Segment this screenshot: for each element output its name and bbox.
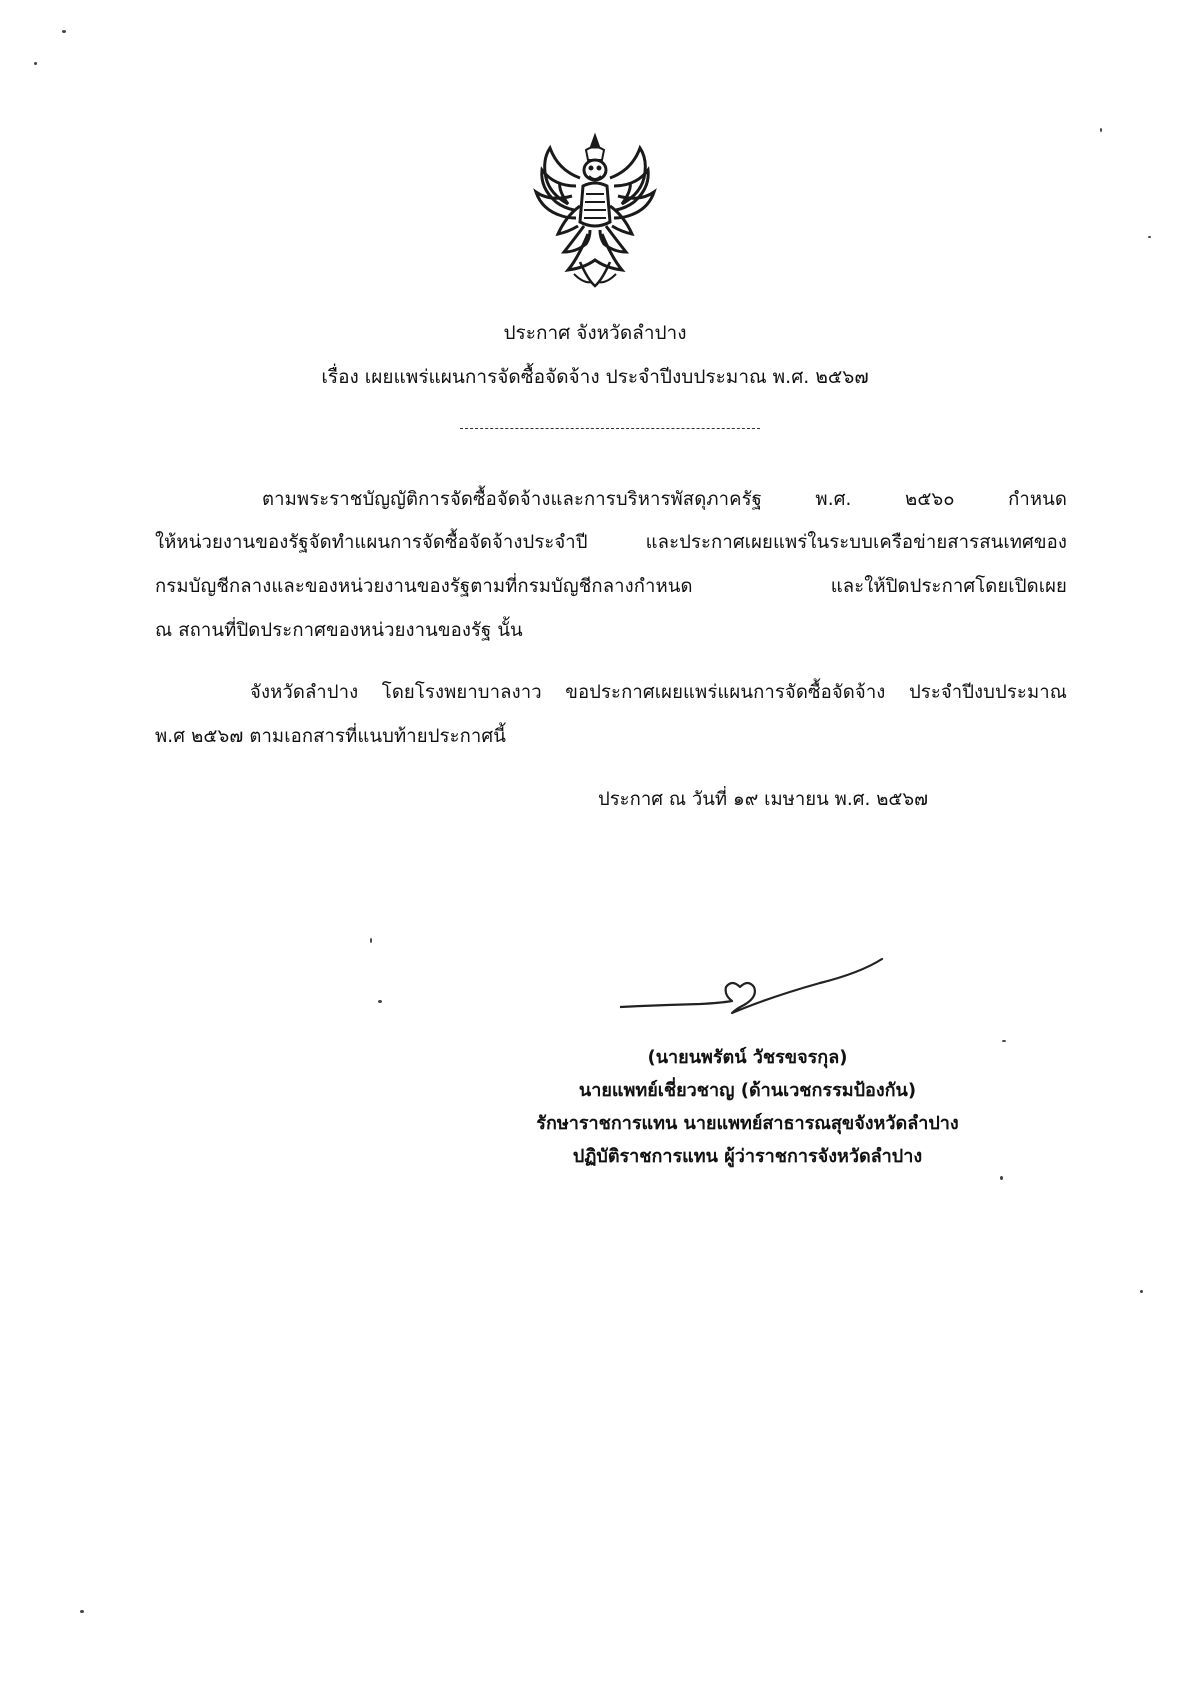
scan-speck (1002, 1040, 1006, 1042)
scan-speck (62, 30, 66, 33)
announcement-title: ประกาศ จังหวัดลำปาง (503, 322, 687, 344)
signatory-position-2: รักษาราชการแทน นายแพทย์สาธารณสุขจังหวัดลำปาง (536, 1113, 959, 1134)
scan-speck (1100, 128, 1102, 132)
scan-speck (1000, 1176, 1003, 1180)
paragraph-2-line-2: พ.ศ ๒๕๖๗ ตามเอกสารที่แนบท้ายประกาศนี้ (155, 726, 507, 747)
paragraph-1-line-4: ณ สถานที่ปิดประกาศของหน่วยงานของรัฐ นั้น (155, 620, 523, 641)
paragraph-1-line-2: ให้หน่วยงานของรัฐจัดทำแผนการจัดซื้อจัดจ้างประจำปี และประกาศเผยแพร่ในระบบเครือข่ายสารสนเทศของ (155, 532, 1067, 553)
scan-speck (80, 1610, 84, 1613)
handwritten-signature-icon (620, 955, 890, 1025)
scan-speck (34, 62, 37, 65)
signatory-position-3: ปฏิบัติราชการแทน ผู้ว่าราชการจังหวัดลำปาง (572, 1146, 923, 1167)
signatory-name: (นายนพรัตน์ วัชรขจรกุล) (647, 1047, 848, 1068)
scan-speck (378, 1000, 382, 1003)
scan-speck (370, 938, 372, 943)
paragraph-1-line-1: ตามพระราชบัญญัติการจัดซื้อจัดจ้างและการบริหารพัสดุภาครัฐ พ.ศ. ๒๕๖๐ กำหนด (262, 489, 1067, 510)
paragraph-1-line-3: กรมบัญชีกลางและของหน่วยงานของรัฐตามที่กรมบัญชีกลางกำหนด และให้ปิดประกาศโดยเปิดเผย (155, 576, 1067, 597)
announcement-date: ประกาศ ณ วันที่ ๑๙ เมษายน พ.ศ. ๒๕๖๗ (598, 789, 929, 810)
title-separator (460, 428, 760, 429)
announcement-subject: เรื่อง เผยแพร่แผนการจัดซื้อจัดจ้าง ประจำปีงบประมาณ พ.ศ. ๒๕๖๗ (321, 366, 869, 388)
thai-garuda-emblem-icon (528, 130, 663, 290)
paragraph-2-line-1: จังหวัดลำปาง โดยโรงพยาบาลงาว ขอประกาศเผยแพร่แผนการจัดซื้อจัดจ้าง ประจำปีงบประมาณ (250, 682, 1067, 703)
scan-speck (1140, 1290, 1143, 1293)
signatory-position-1: นายแพทย์เชี่ยวชาญ (ด้านเวชกรรมป้องกัน) (578, 1080, 917, 1101)
scan-speck (1148, 236, 1151, 238)
